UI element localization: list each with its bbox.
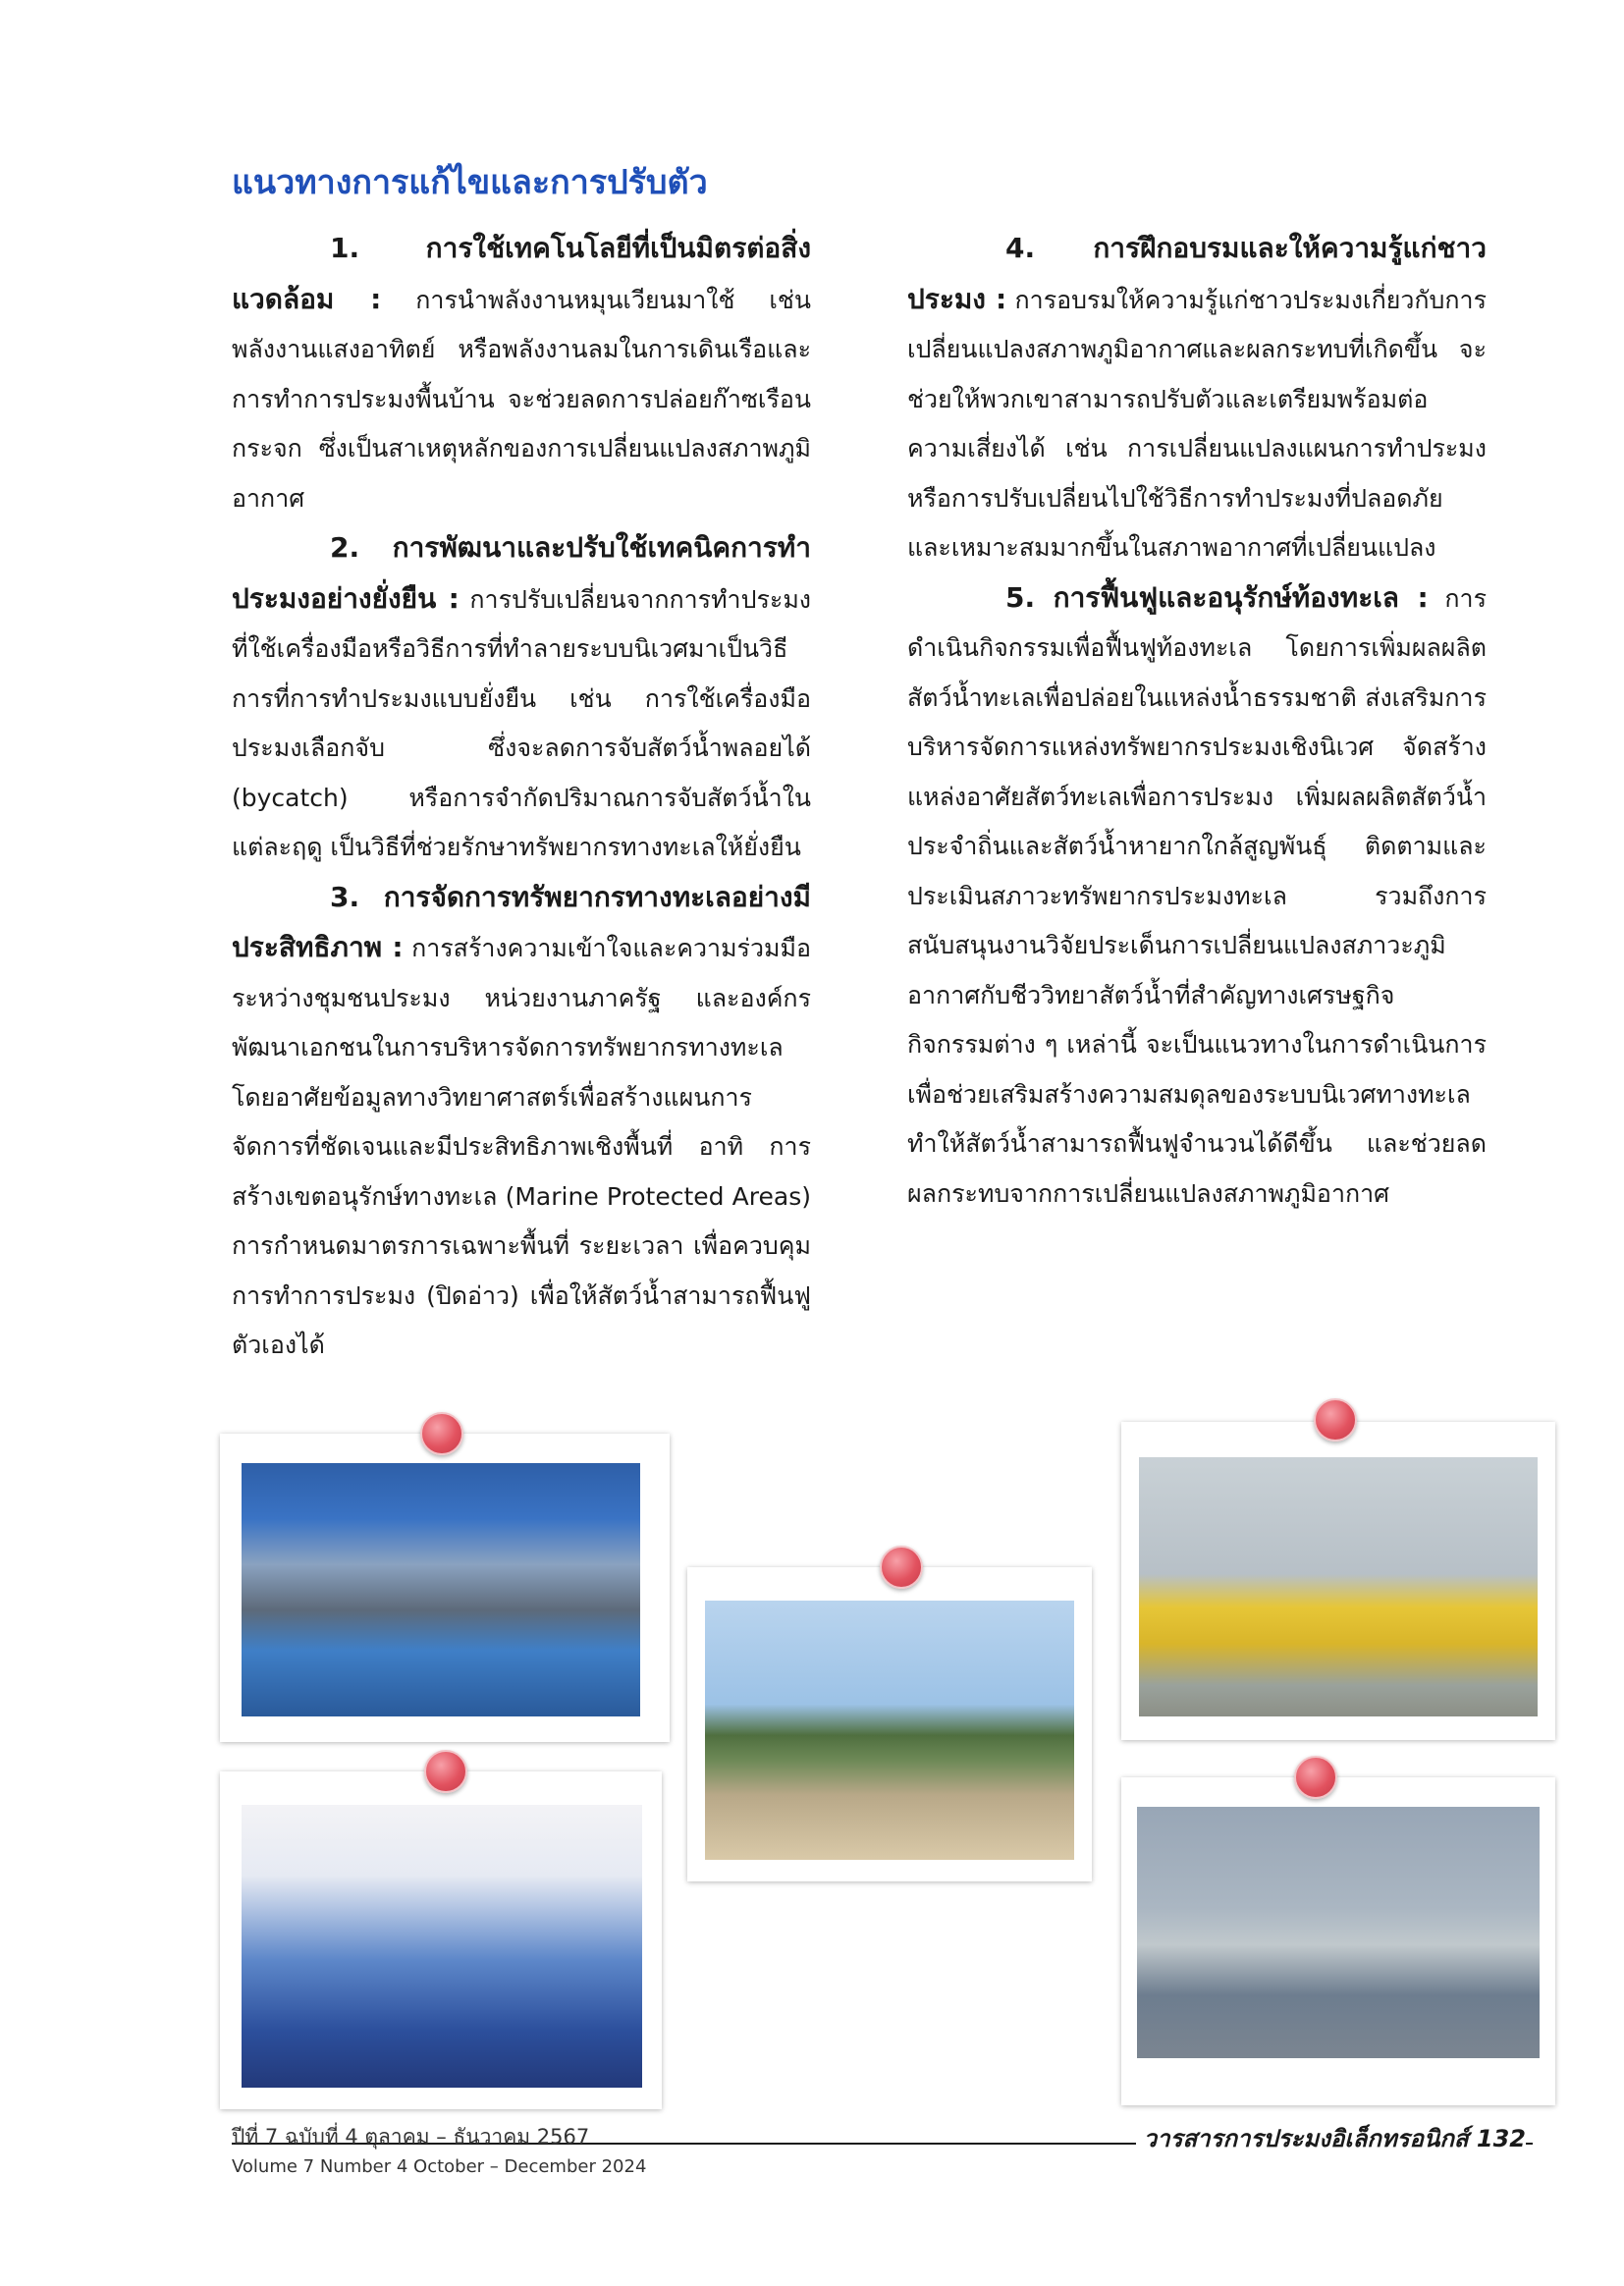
item-5-title: 5. การฟื้นฟูและอนุรักษ์ท้องทะเล : — [1005, 580, 1429, 614]
right-column — [907, 224, 1487, 1219]
item-1-title: 1. การใช้เทคโนโลยีที่เป็นมิตรต่อสิ่งแวดล้อม : — [232, 232, 811, 315]
pin-icon — [424, 1750, 467, 1793]
photo-river-release — [687, 1567, 1092, 1881]
item-4-title: 4. การฝึกอบรมและให้ความรู้แก่ชาวประมง : — [907, 232, 1487, 315]
item-3-body: การสร้างความเข้าใจและความร่วมมือระหว่างชุมชนประมง หน่วยงานภาครัฐ และองค์กรพัฒนาเอกชนในการบริหารจัดการทรัพยากรทางทะเล โดยอาศัยข้อมูลทางวิทยาศาสตร์เพื่อสร้างแผนการจัดการที่ชัดเจนและมีประสิทธิภาพเชิงพื้นที่ อาทิ การสร้างเขตอนุรักษ์ทางทะเล (Marine Protected Areas) การกำหนดมาตรการเฉพาะพื้นที่ ระยะเวลา เพื่อควบคุมการทำการประมง (ปิดอ่าว) เพื่อให้สัตว์น้ำสามารถฟื้นฟูตัวเองได้ — [232, 934, 811, 1359]
item-4-body: การอบรมให้ความรู้แก่ชาวประมงเกี่ยวกับการเปลี่ยนแปลงสภาพภูมิอากาศและผลกระทบที่เกิดขึ้น จะช่วยให้พวกเขาสามารถปรับตัวและเตรียมพร้อมต่อความเสี่ยงได้ เช่น การเปลี่ยนแปลงแผนการทำประมง หรือการปรับเปลี่ยนไปใช้วิธีการทำประมงที่ปลอดภัยและเหมาะสมมากขึ้นในสภาพอากาศที่เปลี่ยนแปลง — [907, 285, 1487, 562]
footer-issue-thai: ปีที่ 7 ฉบับที่ 4 ตุลาคม – ธันวาคม 2567 — [232, 2125, 590, 2149]
item-3-title: 3. การจัดการทรัพยากรทางทะเลอย่างมีประสิทธิภาพ : — [232, 880, 811, 963]
footer-issue-english: Volume 7 Number 4 October – December 2024 — [232, 2156, 647, 2177]
photo-shore-collection — [1121, 1777, 1555, 2105]
photo-exhibition-booth — [220, 1771, 662, 2109]
left-column — [232, 224, 811, 1371]
photo-image — [1139, 1457, 1538, 1716]
item-1-body: การนำพลังงานหมุนเวียนมาใช้ เช่น พลังงานแสงอาทิตย์ หรือพลังงานลมในการเดินเรือและการทำการประมงพื้นบ้าน จะช่วยลดการปล่อยก๊าซเรือนกระจก ซึ่งเป็นสาเหตุหลักของการเปลี่ยนแปลงสภาพภูมิอากาศ — [232, 285, 811, 513]
section-heading: แนวทางการแก้ไขและการปรับตัว — [232, 163, 708, 202]
pin-icon — [1314, 1398, 1357, 1442]
item-2-title: 2. การพัฒนาและปรับใช้เทคนิคการทำประมงอย่างยั่งยืน : — [232, 531, 811, 615]
item-5-body: การดำเนินกิจกรรมเพื่อฟื้นฟูท้องทะเล โดยการเพิ่มผลผลิตสัตว์น้ำทะเลเพื่อปล่อยในแหล่งน้ำธรรมชาติ ส่งเสริมการบริหารจัดการแหล่งทรัพยากรประมงเชิงนิเวศ จัดสร้างแหล่งอาศัยสัตว์ทะเลเพื่อการประมง เพิ่มผลผลิตสัตว์น้ำประจำถิ่นและสัตว์น้ำหายากใกล้สูญพันธุ์ ติดตามและประเมินสภาวะทรัพยากรประมงทะเล รวมถึงการสนับสนุนงานวิจัยประเด็นการเปลี่ยนแปลงสภาวะภูมิอากาศกับชีววิทยาสัตว์น้ำที่สำคัญทางเศรษฐกิจ กิจกรรมต่าง ๆ เหล่านี้ จะเป็นแนวทางในการดำเนินการเพื่อช่วยเสริมสร้างความสมดุลของระบบนิเวศทางทะเล ทำให้สัตว์น้ำสามารถฟื้นฟูจำนวนได้ดีขึ้น และช่วยลดผลกระทบจากการเปลี่ยนแปลงสภาพภูมิอากาศ — [907, 583, 1487, 1208]
footer-journal-title: วารสารการประมงอิเล็กทรอนิกส์ 132 — [1136, 2119, 1526, 2157]
photo-image — [705, 1601, 1074, 1860]
pin-icon — [420, 1412, 463, 1455]
item-4 — [907, 224, 1487, 573]
pin-icon — [880, 1546, 923, 1589]
photo-image — [242, 1805, 642, 2088]
pin-icon — [1294, 1756, 1337, 1799]
item-5 — [907, 573, 1487, 1220]
photo-image — [1137, 1807, 1540, 2058]
item-3 — [232, 873, 811, 1371]
item-2 — [232, 523, 811, 873]
photo-beach-volunteers — [1121, 1422, 1555, 1740]
item-1 — [232, 224, 811, 523]
photo-fishing-club-group — [220, 1434, 670, 1742]
photo-image — [242, 1463, 640, 1716]
item-2-body: การปรับเปลี่ยนจากการทำประมงที่ใช้เครื่องมือหรือวิธีการที่ทำลายระบบนิเวศมาเป็นวิธีการที่การทำประมงแบบยั่งยืน เช่น การใช้เครื่องมือประมงเลือกจับ ซึ่งจะลดการจับสัตว์น้ำพลอยได้ (bycatch) หรือการจำกัดปริมาณการจับสัตว์น้ำในแต่ละฤดู เป็นวิธีที่ช่วยรักษาทรัพยากรทางทะเลให้ยั่งยืน — [232, 584, 812, 861]
